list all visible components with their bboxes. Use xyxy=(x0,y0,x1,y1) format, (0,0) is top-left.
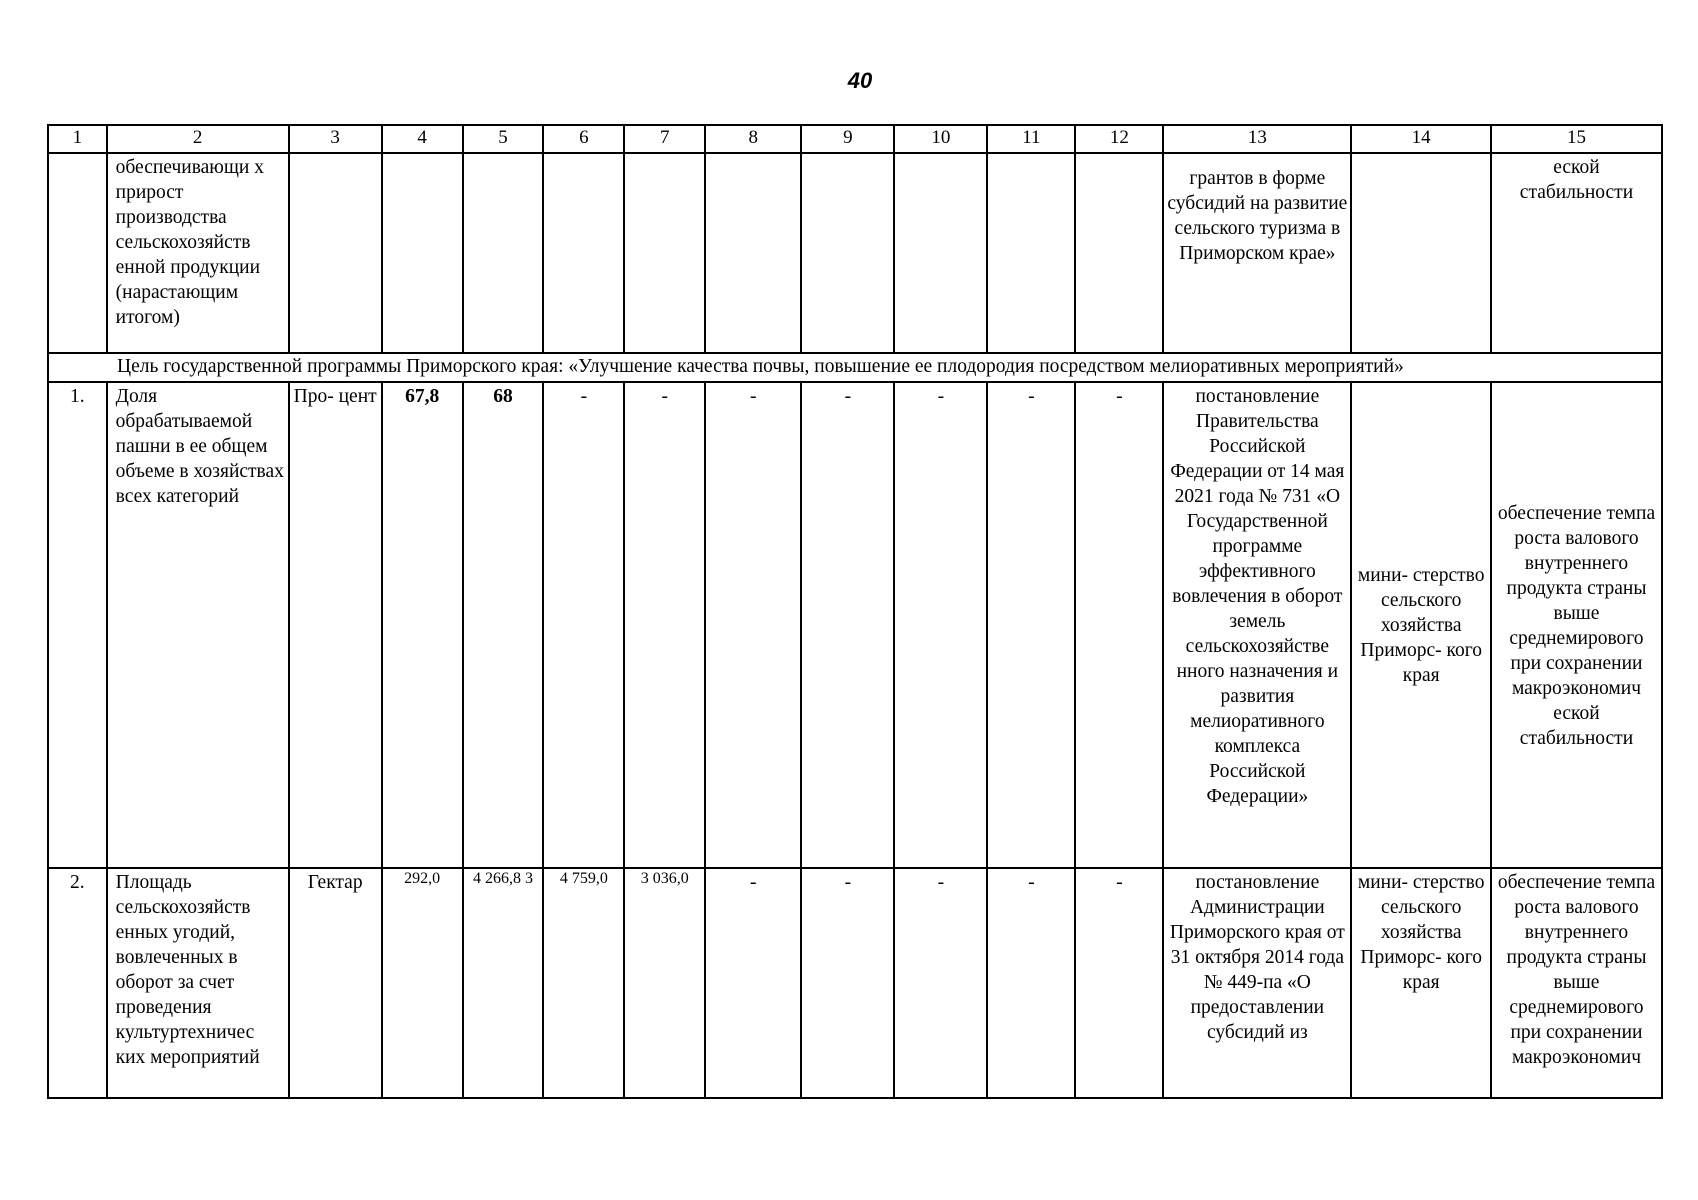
table-row xyxy=(48,868,1662,1098)
indicator-name: Площадь сельскохозяйств енных угодий, вовлеченных в оборот за счет проведения культуртехничес ких мероприятий xyxy=(107,868,289,1098)
value-cell: - xyxy=(543,382,624,868)
value-cell: - xyxy=(894,382,987,868)
value-cell: 4 759,0 xyxy=(543,868,624,1098)
unit-cell xyxy=(289,153,382,353)
legal-basis-cell: постановление Правительства Российской Федерации от 14 мая 2021 года № 731 «О Государственной программе эффективного вовлечения в оборот земель сельскохозяйстве нного назначения и развития мелиоративного комплекса Российской Федерации» xyxy=(1163,382,1351,868)
value-cell: - xyxy=(801,382,894,868)
value-cell xyxy=(1075,153,1163,353)
value-cell xyxy=(543,153,624,353)
legal-basis-cell: грантов в форме субсидий на развитие сельского туризма в Приморском крае» xyxy=(1163,153,1351,353)
responsible-cell: мини- стерство сельского хозяйства Приморс- кого края xyxy=(1351,382,1491,868)
row-index: 2. xyxy=(48,868,107,1098)
column-number: 12 xyxy=(1075,125,1163,153)
goal-text: Цель государственной программы Приморского края: «Улучшение качества почвы, повышение ее плодородия посредством мелиоративных мероприятий» xyxy=(48,353,1662,382)
value-cell: - xyxy=(705,382,801,868)
value-cell: - xyxy=(987,868,1075,1098)
column-number: 14 xyxy=(1351,125,1491,153)
legal-basis-cell: постановление Администрации Приморского края от 31 октября 2014 года № 449-па «О предоставлении субсидий из xyxy=(1163,868,1351,1098)
value-cell: - xyxy=(987,382,1075,868)
value-cell: 3 036,0 xyxy=(624,868,705,1098)
row-index: 1. xyxy=(48,382,107,868)
row-index xyxy=(48,153,107,353)
unit-cell: Про- цент xyxy=(289,382,382,868)
column-number: 1 xyxy=(48,125,107,153)
value-cell xyxy=(382,153,463,353)
value-cell xyxy=(705,153,801,353)
table-row xyxy=(48,382,1662,868)
goal-link-cell: обеспечение темпа роста валового внутреннего продукта страны выше среднемирового при сохранении макроэкономич еской стабильности xyxy=(1491,382,1662,868)
column-number: 9 xyxy=(801,125,894,153)
column-number: 2 xyxy=(107,125,289,153)
table-row xyxy=(48,153,1662,353)
value-cell xyxy=(987,153,1075,353)
indicator-name: Доля обрабатываемой пашни в ее общем объеме в хозяйствах всех категорий xyxy=(107,382,289,868)
column-number: 4 xyxy=(382,125,463,153)
column-number-row xyxy=(48,125,1662,153)
value-cell: 292,0 xyxy=(382,868,463,1098)
unit-cell: Гектар xyxy=(289,868,382,1098)
column-number: 8 xyxy=(705,125,801,153)
column-number: 3 xyxy=(289,125,382,153)
goal-row xyxy=(48,353,1662,382)
column-number: 10 xyxy=(894,125,987,153)
indicator-name: обеспечивающи х прирост производства сельскохозяйств енной продукции (нарастающим итогом) xyxy=(107,153,289,353)
value-cell xyxy=(894,153,987,353)
goal-link-cell: еской стабильности xyxy=(1491,153,1662,353)
value-cell: 68 xyxy=(463,382,544,868)
responsible-cell xyxy=(1351,153,1491,353)
goal-link-cell: обеспечение темпа роста валового внутреннего продукта страны выше среднемирового при сохранении макроэкономич xyxy=(1491,868,1662,1098)
value-cell: - xyxy=(705,868,801,1098)
column-number: 13 xyxy=(1163,125,1351,153)
column-number: 5 xyxy=(463,125,544,153)
value-cell xyxy=(624,153,705,353)
value-cell: - xyxy=(624,382,705,868)
column-number: 7 xyxy=(624,125,705,153)
value-cell: - xyxy=(1075,868,1163,1098)
value-cell: - xyxy=(1075,382,1163,868)
value-cell: - xyxy=(801,868,894,1098)
responsible-cell: мини- стерство сельского хозяйства Приморс- кого края xyxy=(1351,868,1491,1098)
column-number: 15 xyxy=(1491,125,1662,153)
column-number: 11 xyxy=(987,125,1075,153)
column-number: 6 xyxy=(543,125,624,153)
page-number: 40 xyxy=(847,68,873,93)
value-cell xyxy=(801,153,894,353)
value-cell: - xyxy=(894,868,987,1098)
value-cell: 4 266,8 3 xyxy=(463,868,544,1098)
indicators-table xyxy=(47,124,1663,1099)
value-cell xyxy=(463,153,544,353)
value-cell: 67,8 xyxy=(382,382,463,868)
